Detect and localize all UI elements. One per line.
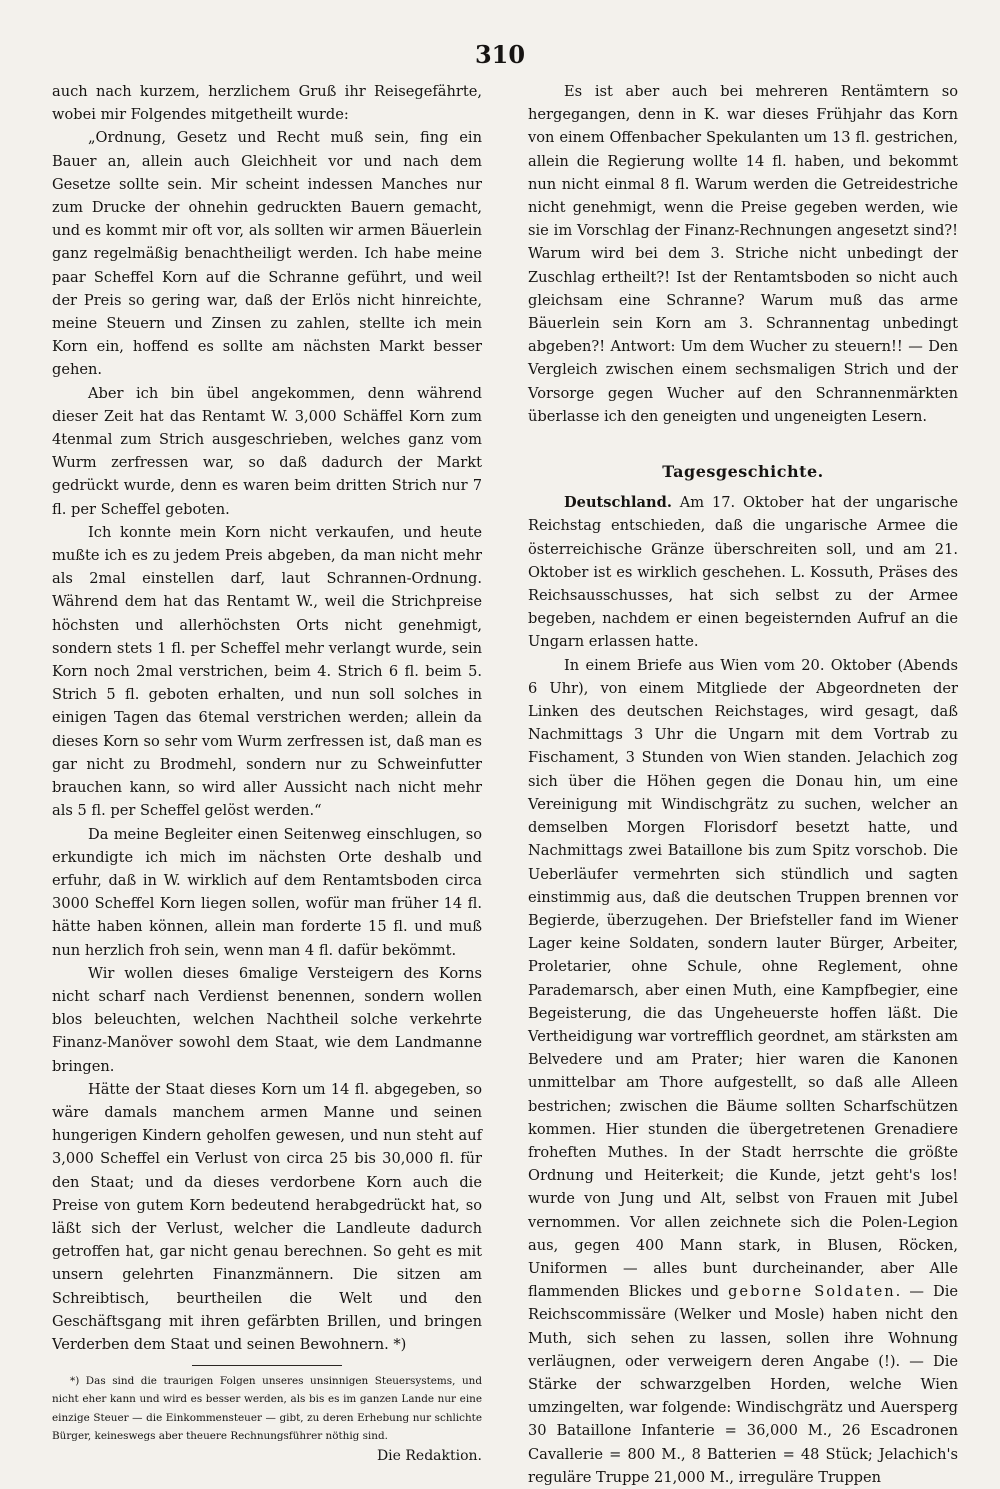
news-paragraph [528, 491, 958, 653]
footnote: *) Das sind die traurigen Folgen unseres unsinnigen Steuersystems, und nicht eher kann und wird es besser werden, als bis es im ganzen Lande nur eine einzige Steuer — die Einkommensteuer — gibt, zu deren Erhebung nur schlichte Bürger, keineswegs aber theuere Rechnungsführer nöthig sind. [52, 1375, 482, 1442]
paragraph: Da meine Begleiter einen Seitenweg einschlugen, so erkundigte ich mich im nächsten Orte deshalb und erfuhr, daß in W. wirklich auf dem Rentamtsboden circa 3000 Scheffel Korn liegen sollen, wofür man früher 14 fl. hätte haben können, allein man forderte 15 fl. und muß nun herzlich froh sein, wenn man 4 fl. dafür bekömmt. [52, 825, 482, 959]
paragraph: Ich konnte mein Korn nicht verkaufen, und heute mußte ich es zu jedem Preis abgeben, da man nicht mehr als 2mal einstellen darf, laut Schrannen-Ordnung. Während dem hat das Rentamt W., weil die Strichpreise höchsten und allerhöchsten Orts nicht genehmigt, sondern stets 1 fl. per Scheffel mehr verlangt wurde, sein Korn noch 2mal verstrichen, beim 4. Strich 6 fl. beim 5. Strich 5 fl. geboten erhalten, und nun soll solches in einigen Tagen das 6temal verstrichen werden; allein da dieses Korn so sehr vom Wurm zerfressen ist, daß man es gar nicht zu Brodmehl, sondern nur zu Schweinfutter brauchen kann, so wird aller Aussicht nach nicht mehr als 5 fl. per Scheffel gelöst werden.“ [52, 523, 482, 820]
paragraph: Aber ich bin übel angekommen, denn während dieser Zeit hat das Rentamt W. 3,000 Schäffel Korn zum 4tenmal zum Strich ausgeschrieben, welches ganz vom Wurm zerfressen war, so daß dadurch der Markt gedrückt wurde, denn es waren beim dritten Strich nur 7 fl. per Scheffel geboten. [52, 384, 482, 518]
country-label: Deutschland. [564, 494, 672, 512]
news-text: Am 17. Oktober hat der ungarische Reichstag entschieden, daß die ungarische Armee die österreichische Gränze überschreiten soll, und am 21. Oktober ist es wirklich geschehen. L. Kossuth, Präses des Reichsausschusses, hat sich selbst zu der Armee begeben, nachdem er einen begeisternden Aufruf an die Ungarn erlassen hatte. [528, 494, 959, 651]
news-text: . — Die Reichscommissäre (Welker und Mosle) haben nicht den Muth, sich sehen zu lassen, sollen ihre Wohnung verläugnen, oder verweigern deren Angabe (!). — Die Stärke der schwarzgelben Horden, welche Wien umzingelten, war folgende: Windischgrätz und Auersperg 30 Bataillone Infanterie = 36,000 M., 26 Escadronen Cavallerie = 800 M., 8 Batterien = 48 Stück; Jelachich's reguläre Truppe 21,000 M., irreguläre Truppen [528, 1283, 958, 1486]
news-paragraph [528, 654, 958, 1489]
news-text: In einem Briefe aus Wien vom 20. Oktober (Abends 6 Uhr), von einem Mitgliede der Abgeordneten der Linken des deutschen Reichstages, wird gesagt, daß Nachmittags 3 Uhr die Ungarn mit dem Vortrab zu Fischament, 3 Stunden von Wien standen. Jelachich zog sich über die Höhen gegen die Donau hin, um eine Vereinigung mit Windischgrätz zu suchen, welcher an demselben Morgen Florisdorf besetzt hatte, und Nachmittags zwei Bataillone bis zum Spitz vorschob. Die Ueberläufer vermehrten sich stündlich und sagten einstimmig aus, daß die deutschen Truppen brennen vor Begierde, überzugehen. Der Briefsteller fand im Wiener Lager keine Soldaten, sondern lauter Bürger, Arbeiter, Proletarier, ohne Schule, ohne Reglement, ohne Parademarsch, aber einen Muth, eine Kampfbegier, eine Begeisterung, die das Ungeheuerste hoffen läßt. Die Vertheidigung war vortrefflich geordnet, am stärksten am Belvedere und am Prater; hier waren die Kanonen unmittelbar am Thore aufgestellt, so daß alle Alleen bestrichen; zwischen die Bäume sollten Scharfschützen kommen. Hier stunden die übergetretenen Grenadiere froheften Muthes. In der Stadt herrschte die größte Ordnung und Heiterkeit; die Kunde, jetzt geht's los! wurde von Jung und Alt, selbst von Frauen mit Jubel vernommen. Vor allen zeichnete sich die Polen-Legion aus, gegen 400 Mann stark, in Blusen, Röcken, Uniformen — alles bunt durcheinander, aber Alle flammenden Blickes und [528, 656, 958, 1301]
page-number: 310 [474, 40, 526, 69]
paragraph: Es ist aber auch bei mehreren Rentämtern so hergegangen, denn in K. war dieses Frühjahr das Korn von einem Offenbacher Spekulanten um 13 fl. gestrichen, allein die Regierung wollte 14 fl. haben, und bekommt nun nicht einmal 8 fl. Warum werden die Getreidestriche nicht genehmigt, wenn die Preise gegeben werden, wie sie im Vorschlag der Finanz-Rechnungen angesetzt sind?! Warum wird bei dem 3. Striche nicht unbedingt der Zuschlag ertheilt?! Ist der Rentamtsboden so nicht auch gleichsam eine Schranne? Warum muß das arme Bäuerlein sein Korn am 3. Schrannentag unbedingt abgeben?! Antwort: Um dem Wucher zu steuern!! — Den Vergleich zwischen einem sechsmaligen Strich und der Vorsorge gegen Wucher auf den Schrannenmärkten überlasse ich den geneigten und ungeneigten Lesern. [528, 83, 958, 425]
footnote-divider [192, 1365, 342, 1366]
right-column [528, 80, 958, 1489]
paragraph: Wir wollen dieses 6malige Versteigern des Korns nicht scharf nach Verdienst benennen, sondern wollen blos beleuchten, welchen Nachtheil solche verkehrte Finanz-Manöver sowohl dem Staat, wie dem Landmanne bringen. [52, 964, 482, 1075]
signature: Die Redaktion. [376, 1447, 482, 1464]
paragraph: Hätte der Staat dieses Korn um 14 fl. abgegeben, so wäre damals manchem armen Manne und seinen hungerigen Kindern geholfen gewesen, und nun steht auf 3,000 Scheffel ein Verlust von circa 25 bis 30,000 fl. für den Staat; und da dieses verdorbene Korn auch die Preise von gutem Korn bedeutend herabgedrückt hat, so läßt sich der Verlust, welcher die Landleute dadurch getroffen hat, gar nicht genau berechnen. So geht es mit unsern gelehrten Finanzmännern. Die sitzen am Schreibtisch, beurtheilen die Welt und den Geschäftsgang mit ihren gefärbten Brillen, und bringen Verderben dem Staat und seinen Bewohnern. *) [52, 1080, 482, 1353]
paragraph: „Ordnung, Gesetz und Recht muß sein, fing ein Bauer an, allein auch Gleichheit vor und nach dem Gesetze sollte sein. Mir scheint indessen Manches nur zum Drucke der ohnehin gedruckten Bauern gemacht, und es kommt mir oft vor, als sollten wir armen Bäuerlein ganz regelmäßig benachtheiligt werden. Ich habe meine paar Scheffel Korn auf die Schranne geführt, und weil der Preis so gering war, daß der Erlös nicht hinreichte, meine Steuern und Zinsen zu zahlen, stellte ich mein Korn ein, hoffend es sollte am nächsten Markt besser gehen. [52, 129, 482, 379]
section-heading: Tagesgeschichte. [662, 462, 824, 482]
left-column [52, 80, 482, 1467]
emphasis-text: geborne Soldaten [728, 1283, 896, 1301]
paragraph: auch nach kurzem, herzlichem Gruß ihr Reisegefährte, wobei mir Folgendes mitgetheilt wurde: [52, 83, 482, 124]
